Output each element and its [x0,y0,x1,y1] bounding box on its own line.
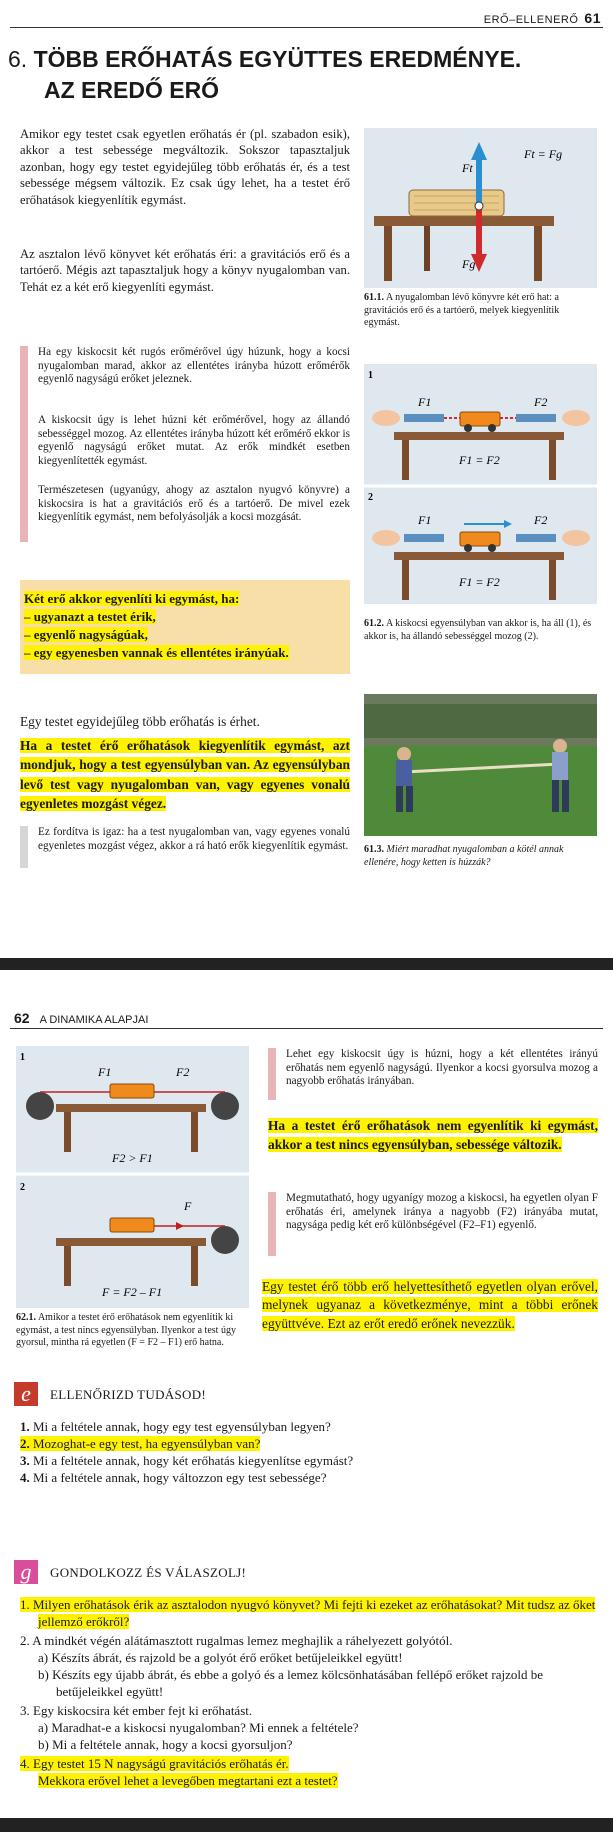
think-q3a: a) Maradhat-e a kiskocsi nyugalomban? Mi ennek a feltétele? [38,1720,359,1735]
fig-61-2-eq-a: F1 = F2 [459,453,500,467]
check-item [20,1469,600,1486]
bottom-strip [0,1818,613,1832]
think-q3: 3. Egy kiskocsira két ember fejt ki erőhatást. [20,1703,253,1718]
unbalanced-bar [268,1048,276,1100]
page-number-62: 62 [14,1010,30,1026]
converse-note: Ez fordítva is igaz: ha a test nyugalomban van, vagy egyenes vonalú egyenletes mozgást végez, akkor a rá ható erők kiegyenlítik egymást. [38,826,350,852]
fig-61-1-fg: Fg [462,257,476,271]
side-note-bar [20,346,28,542]
side-note-3: Természetesen (ugyanúgy, ahogy az asztalon nyugvó könyvre) a kiskocsira is hat a gravitációs erő és a tartóerő. De mivel ezek kiegyenlítik egymást, nem befolyásolják a kocsi mozgását. [38,484,350,524]
converse-bar [20,826,28,868]
check-item [20,1435,600,1452]
figure-61-2-caption [364,618,597,643]
check-item-number: 2. [20,1436,30,1451]
fig-61-2-f2-b: F2 [534,513,548,527]
unbalanced-definition [268,1116,598,1155]
caption-number: 61.2. [364,618,384,629]
think-icon: g [14,1560,38,1584]
figure-61-1 [364,128,597,288]
fig-62-1-inequality: F2 > F1 [112,1151,153,1165]
think-q2: 2. A mindkét végén alátámasztott rugalmas lemez meghajlik a ráhelyezett golyótól. [20,1633,453,1648]
page-header-62 [14,1010,148,1026]
fig-61-2-f1-b: F1 [418,513,432,527]
page-title [8,44,521,106]
think-q4a [20,1755,600,1772]
fig-62-1-f2: F2 [176,1065,190,1079]
side-note-2: A kiskocsit úgy is lehet húzni két erőmérővel, hogy az állandó sebességgel mozog. Az ellentétes irányba húzott két erőmérő ekkor is egyenlő nagyságú erőket mutat. Az erők mindkét esetben kiegyenlítették egymást. [38,414,350,467]
figure-62-1-caption [16,1312,249,1350]
show-note: Megmutatható, hogy ugyanígy mozog a kiskocsi, ha egyetlen olyan F erőhatás éri, amelynek iránya a nagyobb (F2) irányába mutat, nagysága pedig két erő különbségével (F2–F1) egyenlő. [286,1192,598,1232]
page-divider [0,958,613,970]
fig-61-2-eq-b: F1 = F2 [459,575,500,589]
caption-text: Miért maradhat nyugalomban a kötél annak ellenére, hogy ketten is húzzák? [364,844,564,868]
rule-item-2: – egyenlő nagyságúak, [24,627,148,642]
check-item-text: Mozoghat-e egy test, ha egyensúlyban van? [33,1436,261,1451]
fig-61-2-panel-1: 1 [368,370,373,381]
fig-61-1-equation: Ft = Fg [524,147,563,161]
check-item-number: 3. [20,1453,30,1468]
caption-number: 61.3. [364,844,384,855]
show-bar [268,1192,276,1256]
check-title: ELLENŐRIZD TUDÁSOD! [50,1387,207,1402]
think-q1-text: 1. Milyen erőhatások érik az asztalodon nyugvó könyvet? Mi fejti ki ezeket az erőhatásokat? Mit tudsz az őket jellemző erőkről? [20,1597,596,1629]
fig-61-2-f1-a: F1 [418,395,432,409]
page-header [484,10,601,26]
side-note-1: Ha egy kiskocsit két rugós erőmérővel úgy húzunk, hogy a kocsi nyugalomban marad, akkor az ellentétes irányba húzott erőmérők egyenlő nagyságú erőket jeleznek. [38,346,350,386]
balance-definition [20,736,350,814]
resultant-definition-text: Egy testet érő több erő helyettesíthető egyetlen olyan erővel, melynek ugyanaz a következménye, mint a többi erőnek együttvéve. Ezt az erőt eredő erőnek nevezzük. [262,1279,598,1331]
think-q1 [20,1596,600,1630]
caption-text: Amikor a testet érő erőhatások nem egyenlítik ki egymást, a test nincs egyensúlyban. Ilyenkor a test úgy gyorsul, mintha rá egyetlen (F = F2 – F1) erő hatna. [16,1312,236,1348]
think-q2b: b) Készíts egy újabb ábrát, és ebbe a golyó és a lemez kölcsönhatásában fellépő erőket rajzold be betűjeleikkel együtt! [38,1667,543,1699]
rule-box-content [24,590,346,662]
fig-62-1-f: F [184,1199,192,1213]
rule-item-3: – egy egyenesben vannak és ellentétes irányúak. [24,645,289,660]
think-list [20,1596,600,1789]
header-rule-62 [10,1028,603,1029]
rule-item-1: – ugyanazt a testet érik, [24,609,156,624]
unbalanced-note: Lehet egy kiskocsit úgy is húzni, hogy a két ellentétes irányú erőhatás nem egyenlő nagyságú. Ilyenkor a kocsi gyorsulva mozog a nagyobb erőhatás irányában. [286,1048,598,1088]
unbalanced-definition-text: Ha a testet érő erőhatások nem egyenlítik ki egymást, akkor a test nincs egyensúlyban, sebessége változik. [268,1118,598,1153]
page-number: 61 [584,10,601,26]
fig-62-1-f1: F1 [98,1065,112,1079]
figure-61-1-caption [364,292,597,330]
check-item-text: Mi a feltétele annak, hogy egy test egyensúlyban legyen? [33,1419,331,1434]
balance-definition-text: Ha a testet érő erőhatások kiegyenlítik egymást, azt mondjuk, hogy a test egyensúlyban van. Az egyensúlyban levő test vagy nyugalomban van, vagy egyenes vonalú egyenletes mozgást végez. [20,738,350,812]
resultant-definition [262,1278,598,1333]
check-item-text: Mi a feltétele annak, hogy változzon egy test sebessége? [33,1470,327,1485]
header-section: ERŐ–ELLENERŐ [483,14,579,26]
caption-text: A kiskocsi egyensúlyban van akkor is, ha áll (1), és akkor is, ha állandó sebességgel mozog (2). [364,618,592,642]
intro-paragraph-2: Az asztalon lévő könyvet két erőhatás éri: a gravitációs erő és a tartóerő. Mégis azt tapasztaljuk hogy a könyv nyugalomban van. Tehát ez a két erő kiegyenlíti egymást. [20,247,350,294]
check-item-number: 1. [20,1419,30,1434]
think-q2a: a) Készíts ábrát, és rajzold be a golyót érő erőket betűjeleikkel együtt! [38,1650,403,1665]
check-icon: e [14,1382,38,1406]
figure-61-3-caption [364,844,597,869]
title-number: 6. [8,46,28,72]
think-q4a-text: 4. Egy testet 15 N nagyságú gravitációs erőhatás ér. [20,1756,289,1771]
intro-paragraph-1: Amikor egy testet csak egyetlen erőhatás ér (pl. szabadon esik), akkor a test sebessége megváltozik. Sokszor tapasztaljuk azonban, hogy egy testet egyidejűleg több erőhatás ér, és a test sebessége mégsem változik. Ez csak úgy lehet, ha a testet érő erőhatások kiegyenlítik egymást. [20,127,350,207]
figure-61-3-photo [364,694,597,836]
check-item [20,1452,600,1469]
caption-number: 62.1. [16,1312,36,1323]
fig-61-2-panel-2: 2 [368,492,373,503]
check-list [20,1418,600,1486]
fig-62-1-equation: F = F2 – F1 [102,1285,163,1299]
header-rule [10,27,603,28]
fig-61-1-ft: Ft [462,161,473,175]
figure-62-1 [16,1046,249,1308]
figure-61-2 [364,364,597,604]
think-q4b-text: Mekkora erővel lehet a levegőben megtartani ezt a testet? [38,1773,338,1788]
check-item-number: 4. [20,1470,30,1485]
think-title: GONDOLKOZZ ÉS VÁLASZOLJ! [50,1565,247,1580]
header-section-62: A DINAMIKA ALAPJAI [39,1014,149,1026]
fig-62-1-panel-1: 1 [20,1052,25,1063]
balance-intro: Egy testet egyidejűleg több erőhatás is érhet. [20,714,260,729]
fig-62-1-panel-2: 2 [20,1182,25,1193]
rule-title: Két erő akkor egyenlíti ki egymást, ha: [24,591,240,606]
think-q3b: b) Mi a feltétele annak, hogy a kocsi gyorsuljon? [38,1737,293,1752]
fig-61-2-f2-a: F2 [534,395,548,409]
check-item-text: Mi a feltétele annak, hogy két erőhatás kiegyenlítse egymást? [33,1453,354,1468]
title-line-1: TÖBB ERŐHATÁS EGYÜTTES EREDMÉNYE. [33,46,522,72]
title-line-2: AZ EREDŐ ERŐ [44,77,220,103]
check-item [20,1418,600,1435]
think-q4b [20,1772,600,1789]
caption-text: A nyugalomban lévő könyvre két erő hat: a gravitációs erő és a tartóerő, melyek kiegyenlítik egymást. [364,292,560,328]
caption-number: 61.1. [364,292,384,303]
